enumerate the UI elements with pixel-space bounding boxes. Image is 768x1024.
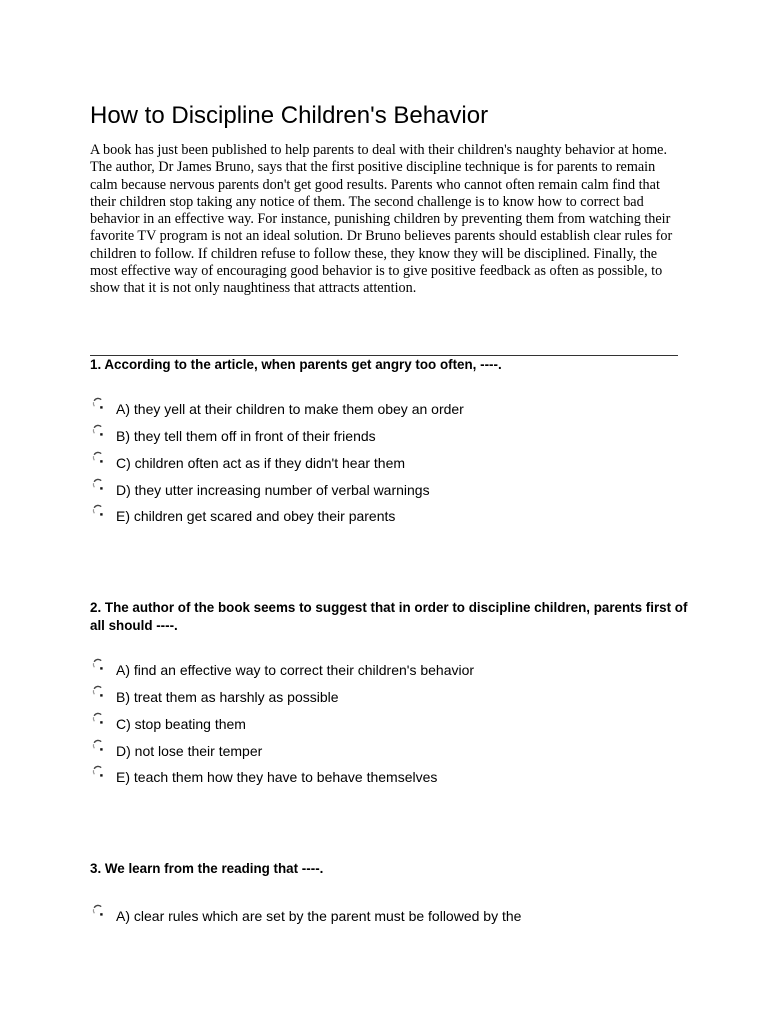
question-1-option-b[interactable]: [90, 423, 690, 450]
option-label: E) teach them how they have to behave themselves: [116, 769, 438, 786]
radio-button-icon[interactable]: [90, 423, 116, 443]
option-label: A) they yell at their children to make them obey an order: [116, 401, 464, 418]
option-label: D) they utter increasing number of verbal warnings: [116, 481, 430, 498]
question-2-option-d[interactable]: [90, 737, 690, 764]
radio-button-icon[interactable]: [90, 903, 116, 923]
option-label: B) treat them as harshly as possible: [116, 689, 339, 706]
option-label: A) clear rules which are set by the parent must be followed by the: [116, 908, 522, 925]
reading-passage: A book has just been published to help parents to deal with their children's naughty behavior at home. The author, Dr James Bruno, says that the first positive discipline technique is for parents to remain calm because nervous parents don't get good results. Parents who cannot often remain calm find that their children stop taking any notice of them. The second challenge is to know how to correct bad behavior in an effective way. For instance, punishing children by preventing them from watching their favorite TV program is not an ideal solution. Dr Bruno believes parents should establish clear rules for children to follow. If children refuse to follow these, they know they will be disciplined. Finally, the most effective way of encouraging good behavior is to give positive feedback as often as possible, to show that it is not only naughtiness that attracts attention.: [90, 142, 673, 297]
radio-button-icon[interactable]: [90, 503, 116, 523]
question-2-option-b[interactable]: [90, 684, 690, 711]
question-3-options: [90, 903, 690, 930]
radio-button-icon[interactable]: [90, 396, 116, 416]
question-1-options: [90, 396, 690, 530]
option-label: A) find an effective way to correct their children's behavior: [116, 662, 475, 679]
question-2-option-e[interactable]: [90, 764, 690, 791]
question-1-option-a[interactable]: [90, 396, 690, 423]
option-label: D) not lose their temper: [116, 742, 263, 759]
radio-button-icon[interactable]: [90, 684, 116, 704]
question-3-prompt: 3. We learn from the reading that ----.: [90, 861, 324, 876]
radio-button-icon[interactable]: [90, 764, 116, 784]
radio-button-icon[interactable]: [90, 450, 116, 470]
question-1-option-c[interactable]: [90, 450, 690, 477]
radio-button-icon[interactable]: [90, 657, 116, 677]
question-2-options: [90, 657, 690, 791]
question-1-prompt: 1. According to the article, when parents get angry too often, ----.: [90, 357, 502, 372]
question-2-prompt: 2. The author of the book seems to suggest that in order to discipline children, parents first of all should ----.: [90, 600, 688, 633]
page-title: How to Discipline Children's Behavior: [90, 102, 489, 129]
question-2-option-a[interactable]: [90, 657, 690, 684]
option-label: C) children often act as if they didn't hear them: [116, 454, 406, 471]
option-label: E) children get scared and obey their parents: [116, 508, 396, 525]
option-label: C) stop beating them: [116, 715, 246, 732]
radio-button-icon[interactable]: [90, 711, 116, 731]
question-1-option-e[interactable]: [90, 503, 690, 530]
radio-button-icon[interactable]: [90, 477, 116, 497]
question-2-option-c[interactable]: [90, 711, 690, 738]
option-label: B) they tell them off in front of their friends: [116, 428, 376, 445]
question-1-option-d[interactable]: [90, 476, 690, 503]
radio-button-icon[interactable]: [90, 738, 116, 758]
question-3-option-a[interactable]: [90, 903, 690, 930]
